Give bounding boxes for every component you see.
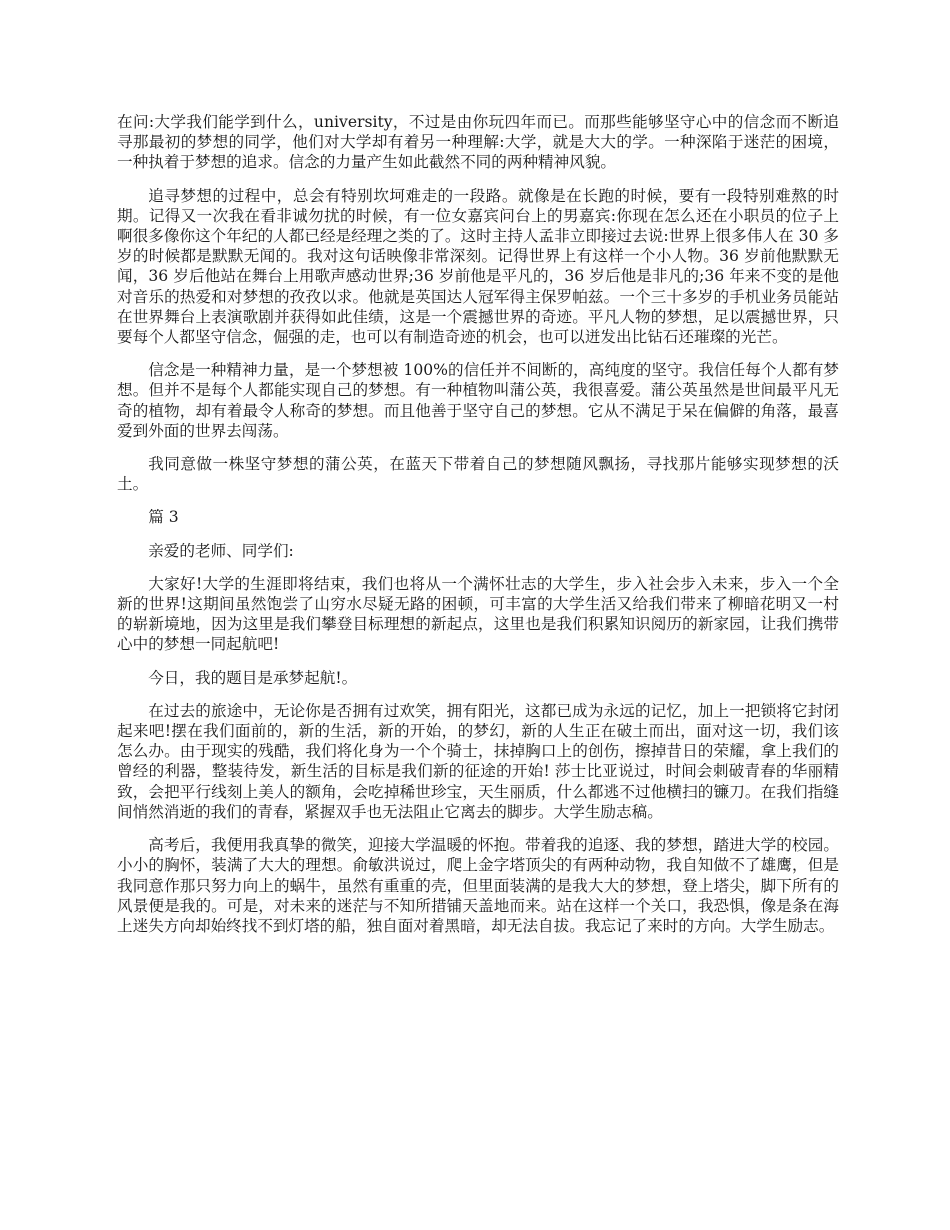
- paragraph-1: 在问:大学我们能学到什么，university，不过是由你玩四年而已。而那些能够坚守心中的信念而不断追寻那最初的梦想的同学，他们对大学却有着另一种理解:大学，就是大大的学。一种深陷于迷茫的困境，一种执着于梦想的追求。信念的力量产生如此截然不同的两种精神风貌。: [117, 113, 839, 172]
- paragraph-7: 大家好!大学的生涯即将结束，我们也将从一个满怀壮志的大学生，步入社会步入未来，步入一个全新的世界!这期间虽然饱尝了山穷水尽疑无路的困顿，可丰富的大学生活又给我们带来了柳暗花明又一村的崭新境地，因为这里是我们攀登目标理想的新起点，这里也是我们积累知识阅历的新家园，让我们携带心中的梦想一同起航吧!: [117, 574, 839, 654]
- section-heading: 篇 3: [148, 508, 179, 527]
- paragraph-8: 今日，我的题目是承梦起航!。: [148, 668, 358, 687]
- paragraph-10: 高考后，我便用我真挚的微笑，迎接大学温暖的怀抱。带着我的追逐、我的梦想，踏进大学的校园。小小的胸怀，装满了大大的理想。俞敏洪说过，爬上金字塔顶尖的有两种动物，我自知做不了雄鹰，但是我同意作那只努力向上的蜗牛，虽然有重重的壳，但里面装满的是我大大的梦想，登上塔尖，脚下所有的风景便是我的。可是，对未来的迷茫与不知所措铺天盖地而来。站在这样一个关口，我恐惧，像是条在海上迷失方向却始终找不到灯塔的船，独自面对着黑暗，却无法自拔。我忘记了来时的方向。大学生励志。: [117, 836, 839, 935]
- document-body: [117, 112, 839, 949]
- paragraph-3: 信念是一种精神力量，是一个梦想被 100%的信任并不间断的，高纯度的坚守。我信任每个人都有梦想。但并不是每个人都能实现自己的梦想。有一种植物叫蒲公英，我很喜爱。蒲公英虽然是世间最平凡无奇的植物，却有着最令人称奇的梦想。而且他善于坚守自己的梦想。它从不满足于呆在偏僻的角落，最喜爱到外面的世界去闯荡。: [117, 361, 839, 440]
- salutation: 亲爱的老师、同学们:: [148, 541, 294, 560]
- paragraph-2: 追寻梦想的过程中，总会有特别坎坷难走的一段路。就像是在长跑的时候，要有一段特别难熬的时期。记得又一次我在看非诚勿扰的时候，有一位女嘉宾问台上的男嘉宾:你现在怎么还在小职员的位子上啊很多像你这个年纪的人都已经是经理之类的了。这时主持人孟非立即接过去说:世界上很多伟人在 30 多岁的时候都是默默无闻的。我对这句话映像非常深刻。记得世界上有这样一个小人物。36 岁前他默默无闻，36 岁后他站在舞台上用歌声感动世界;36 岁前他是平凡的，36 岁后他是非凡的;36 年来不变的是他对音乐的热爱和对梦想的孜孜以求。他就是英国达人冠军得主保罗帕兹。一个三十多岁的手机业务员能站在世界舞台上表演歌剧并获得如此佳绩，这是一个震撼世界的奇迹。平凡人物的梦想，足以震撼世界，只要每个人都坚守信念，倔强的走，也可以有制造奇迹的机会，也可以迸发出比钻石还璀璨的光芒。: [117, 186, 839, 347]
- paragraph-9: 在过去的旅途中，无论你是否拥有过欢笑，拥有阳光，这都已成为永远的记忆，加上一把锁将它封闭起来吧!摆在我们面前的，新的生活，新的开始，的梦幻，新的人生正在破土而出，面对这一切，我们该怎么办。由于现实的残酷，我们将化身为一个个骑士，抹掉胸口上的创伤，擦掉昔日的荣耀，拿上我们的曾经的利器，整装待发，新生活的目标是我们新的征途的开始! 莎士比亚说过，时间会刺破青春的华丽精致，会把平行线刻上美人的额角，会吃掉稀世珍宝，天生丽质，什么都逃不过他横扫的镰刀。在我们指缝间悄然消逝的我们的青春，紧握双手也无法阻止它离去的脚步。大学生励志稿。: [117, 701, 839, 821]
- paragraph-4: 我同意做一株坚守梦想的蒲公英，在蓝天下带着自己的梦想随风飘扬，寻找那片能够实现梦想的沃土。: [117, 455, 839, 494]
